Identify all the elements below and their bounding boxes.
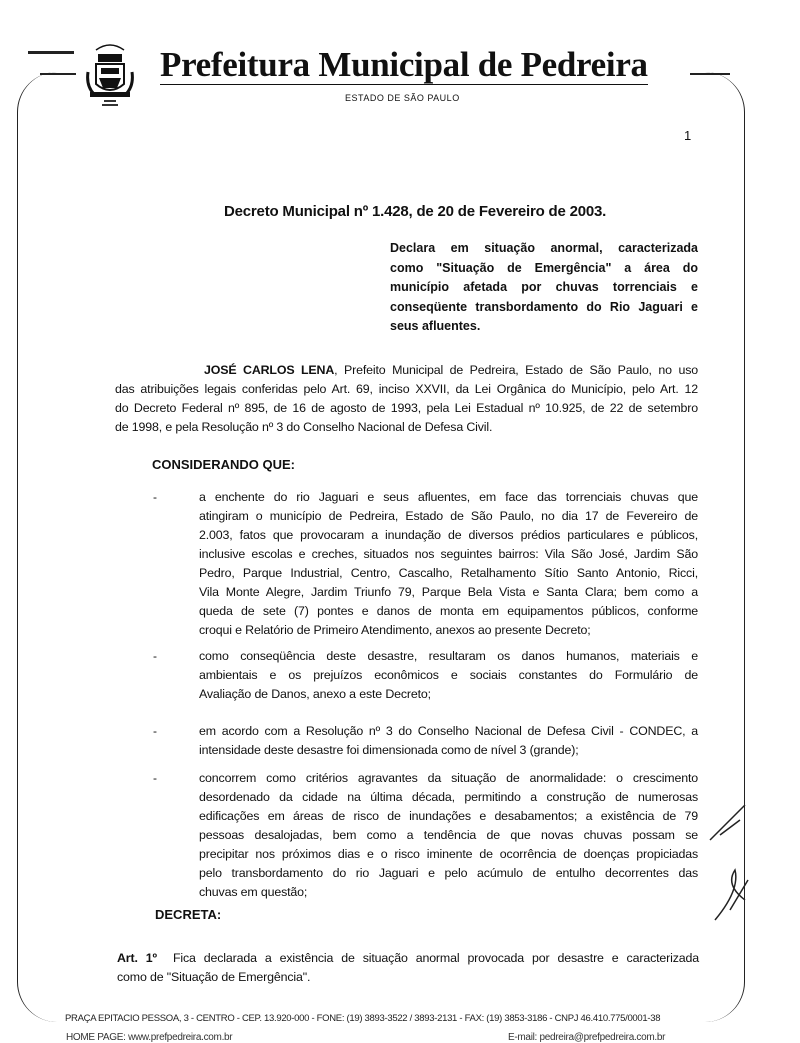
considerando-line: atingiram o município de Pedreira, Estado de São Paulo, no dia 17 de Fevereiro de xyxy=(199,509,698,523)
footer-email: E-mail: pedreira@prefpedreira.com.br xyxy=(508,1032,666,1043)
footer-homepage: HOME PAGE: www.prefpedreira.com.br xyxy=(66,1032,233,1043)
preamble-paragraph xyxy=(115,361,698,437)
summary-line: como "Situação de Emergência" a área do xyxy=(390,260,698,275)
bullet-dash: - xyxy=(153,771,157,785)
article-text: Fica declarada a existência de situação anormal provocada por desastre e caracterizada xyxy=(172,951,699,965)
footer-address: PRAÇA EPITACIO PESSOA, 3 - CENTRO - CEP. 13.920-000 - FONE: (19) 3893-3522 / 3893-2131 - FAX: (19) 3853-3186 - CNPJ 46.410.775/0001-38 xyxy=(65,1013,661,1024)
preamble-line: de 1998, e pela Resolução nº 3 do Conselho Nacional de Defesa Civil. xyxy=(115,420,493,434)
coat-of-arms-logo xyxy=(84,42,136,110)
letterhead-title: Prefeitura Municipal de Pedreira xyxy=(160,45,648,84)
article-line xyxy=(117,949,699,968)
summary-line: conseqüente transbordamento do Rio Jaguari e xyxy=(390,299,698,314)
considerando-line: inclusive escolas e creches, situados nos seguintes bairros: Vila São José, Jardim São xyxy=(199,547,698,561)
considerando-heading: CONSIDERANDO QUE: xyxy=(152,457,296,472)
decree-summary xyxy=(390,239,698,337)
decreta-heading: DECRETA: xyxy=(155,907,222,922)
decree-title: Decreto Municipal nº 1.428, de 20 de Fevereiro de 2003. xyxy=(224,203,607,220)
considerando-line: chuvas em questão; xyxy=(199,885,308,899)
considerando-line: Pedro, Parque Industrial, Centro, Cascalho, Retalhamento Sítio Santo Antonio, Ricci, xyxy=(199,566,698,580)
bullet-dash: - xyxy=(153,490,157,504)
considerando-line: em acordo com a Resolução nº 3 do Conselho Nacional de Defesa Civil - CONDEC, a xyxy=(199,724,698,738)
considerando-line: pessoas desalojadas, bem como a tendência de que novas chuvas possam se xyxy=(199,828,698,842)
considerando-item xyxy=(199,647,698,704)
considerando-line: a enchente do rio Jaguari e seus afluentes, em face das torrenciais chuvas que xyxy=(199,490,698,504)
article-line: como de "Situação de Emergência". xyxy=(117,970,311,984)
considerando-line: desordenado da cidade na última década, permitindo a construção de numerosas xyxy=(199,790,698,804)
article-label: Art. 1º xyxy=(117,951,157,965)
considerando-line: precipitar nos próximos dias e o risco iminente de ocorrência de doenças propiciadas xyxy=(199,847,698,861)
considerando-line: concorrem como critérios agravantes da situação de anormalidade: o crescimento xyxy=(199,771,698,785)
considerando-line: croqui e Relatório de Primeiro Atendimento, anexos ao presente Decreto; xyxy=(199,623,591,637)
considerando-line: Vila Monte Alegre, Jardim Triunfo 79, Parque Bela Vista e Santa Clara; bem como a xyxy=(199,585,698,599)
considerando-item xyxy=(199,488,698,640)
bullet-dash: - xyxy=(153,724,157,738)
considerando-item xyxy=(199,769,698,902)
preamble-first-line xyxy=(115,361,698,380)
decorative-line xyxy=(40,73,76,75)
preamble-line: das atribuições legais conferidas pelo Art. 69, inciso XXVII, da Lei Orgânica do Município, pelo Art. 12 xyxy=(115,382,698,396)
article-1 xyxy=(117,949,699,987)
considerando-line: pelo transbordamento do rio Jaguari e pelo acúmulo de entulho decorrentes das xyxy=(199,866,698,880)
summary-line: município afetada por chuvas torrenciais e xyxy=(390,280,698,294)
considerando-line: intensidade deste desastre foi dimensionada como de nível 3 (grande); xyxy=(199,743,579,757)
handwritten-initials xyxy=(700,800,760,930)
considerando-line: ambientais e os prejuízos econômicos e sociais constantes do Formulário de xyxy=(199,668,698,682)
preamble-line: do Decreto Federal nº 895, de 16 de agosto de 1993, pela Lei Estadual nº 10.925, de 22 de setembro xyxy=(115,401,698,415)
considerando-line: Avaliação de Danos, anexo a este Decreto; xyxy=(199,687,431,701)
summary-line: seus afluentes. xyxy=(390,319,481,333)
decorative-line xyxy=(28,51,74,54)
preamble-text: , Prefeito Municipal de Pedreira, Estado de São Paulo, no uso xyxy=(334,363,698,377)
page-number: 1 xyxy=(684,128,692,143)
considerando-line: edificações em áreas de risco de inundações e desabamentos; a existência de 79 xyxy=(199,809,698,823)
summary-line: Declara em situação anormal, caracterizada xyxy=(390,241,698,255)
considerando-line: como conseqüência deste desastre, resultaram os danos humanos, materiais e xyxy=(199,649,698,663)
decorative-line xyxy=(690,73,730,75)
considerando-item xyxy=(199,722,698,760)
letterhead-state: ESTADO DE SÃO PAULO xyxy=(345,93,460,103)
mayor-name: JOSÉ CARLOS LENA xyxy=(204,363,335,377)
bullet-dash: - xyxy=(153,649,157,663)
considerando-line: queda de sete (7) pontes e danos de monta em equipamentos públicos, conforme xyxy=(199,604,698,618)
considerando-line: 2.003, fatos que provocaram a inundação de diversos prédios particulares e públicos, xyxy=(199,528,698,542)
